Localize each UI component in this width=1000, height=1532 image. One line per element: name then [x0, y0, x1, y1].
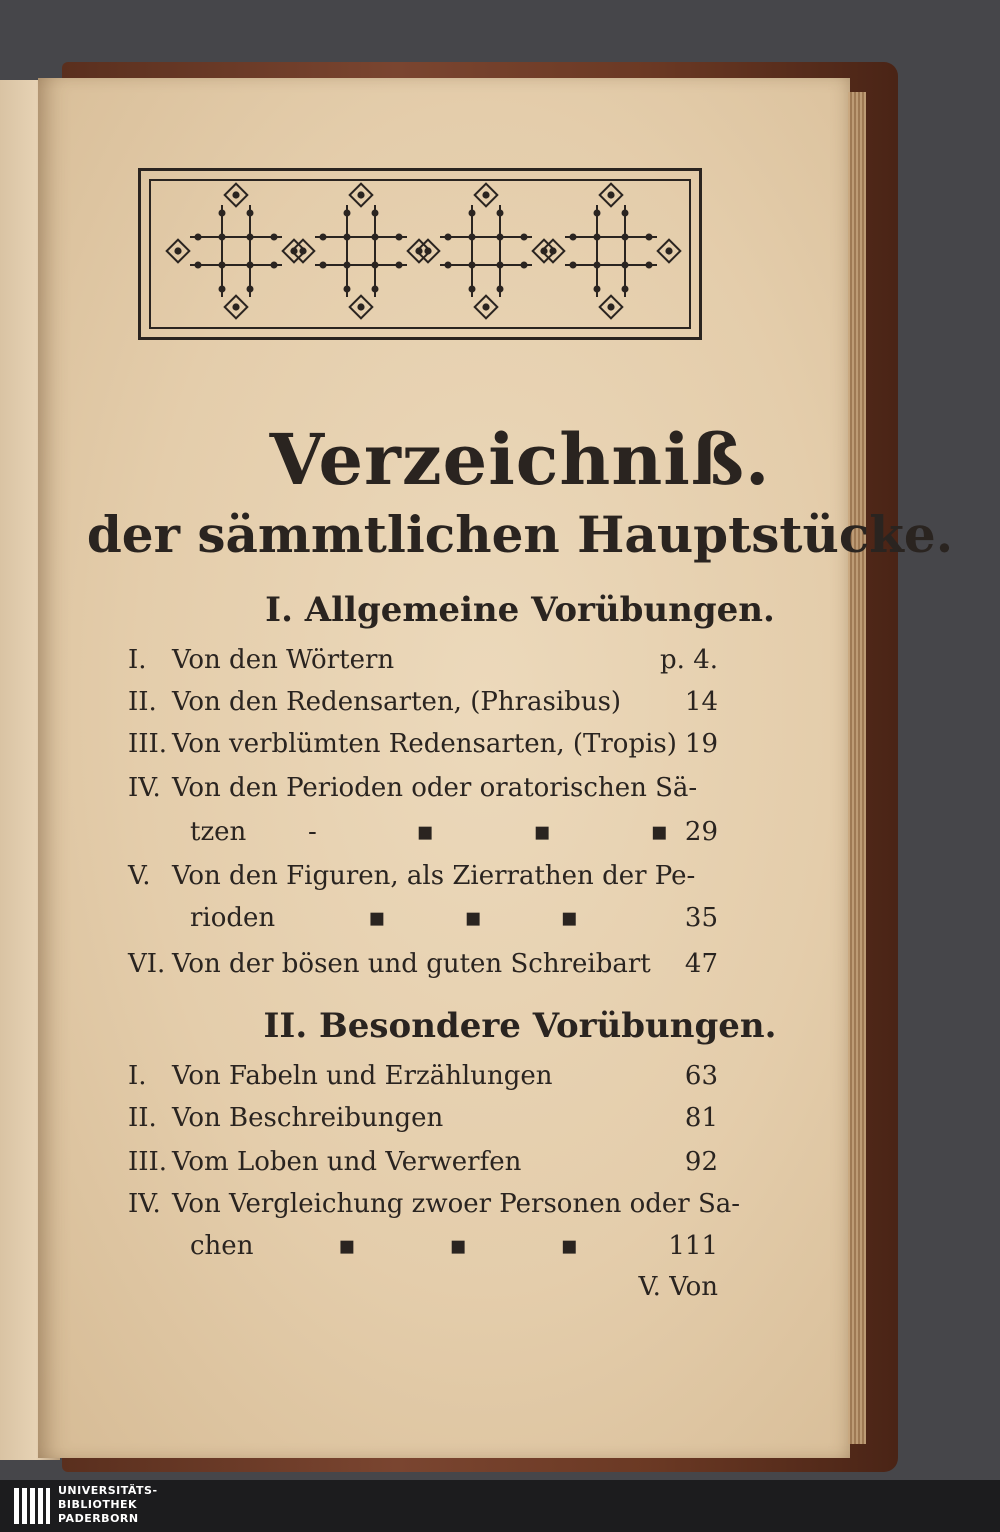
ornament-star — [247, 234, 254, 241]
ornament-star — [344, 262, 351, 269]
toc-entry: III. Von verblümten Redensarten, (Tropis) 19 — [128, 729, 718, 759]
toc-entry: II. Von Beschreibungen 81 — [128, 1103, 718, 1133]
ornament-star — [320, 262, 327, 269]
ornament-star — [219, 286, 226, 293]
ornament-pattern — [141, 171, 699, 337]
ornament-dot — [174, 247, 181, 254]
ornament-star — [195, 262, 202, 269]
toc-entry: III. Vom Loben und Verwerfen 92 — [128, 1147, 718, 1177]
ornament-star — [344, 234, 351, 241]
ornament-star — [247, 210, 254, 217]
ornament-star — [521, 262, 528, 269]
section-heading-1: I. Allgemeine Vorübungen. — [265, 590, 775, 630]
ornament-star — [622, 286, 629, 293]
ornament-star — [521, 234, 528, 241]
toc-entry: IV. Von Vergleichung zwoer Personen oder Sa- — [128, 1189, 741, 1219]
ornament-dot — [232, 191, 239, 198]
library-logo-icon — [12, 1484, 52, 1528]
toc-entry-continued: rioden ▪ ▪ ▪ 35 — [190, 903, 718, 933]
page-title: Verzeichniß. — [269, 418, 771, 501]
ornament-star — [622, 262, 629, 269]
ornament-star — [594, 234, 601, 241]
ornament-dot — [665, 247, 672, 254]
ornament-star — [247, 286, 254, 293]
ornament-star — [372, 210, 379, 217]
ornament-dot — [607, 191, 614, 198]
ornament-star — [646, 262, 653, 269]
ornament-dot — [482, 303, 489, 310]
ornament-dot — [232, 303, 239, 310]
ornament-star — [445, 234, 452, 241]
toc-entry: I. Von den Wörtern p. 4. — [128, 645, 718, 675]
toc-entry-continued: tzen - ▪ ▪ ▪ 29 — [190, 817, 718, 847]
ornament-star — [445, 262, 452, 269]
ornament-star — [497, 234, 504, 241]
catchword: V. Von — [638, 1272, 718, 1302]
toc-entry: V. Von den Figuren, als Zierrathen der Pe- — [128, 861, 696, 891]
toc-entry: IV. Von den Perioden oder oratorischen Sä- — [128, 773, 698, 803]
ornament-dot — [357, 191, 364, 198]
ornament-dot — [482, 191, 489, 198]
ornament-dot — [607, 303, 614, 310]
ornament-star — [372, 286, 379, 293]
ornament-star — [570, 234, 577, 241]
ornament-star — [622, 210, 629, 217]
ornament-dot — [424, 247, 431, 254]
ornament-dot — [549, 247, 556, 254]
ornament-star — [247, 262, 254, 269]
ornament-star — [344, 210, 351, 217]
ornament-star — [594, 262, 601, 269]
ornament-dot — [299, 247, 306, 254]
ornament-star — [594, 210, 601, 217]
page-edges — [848, 92, 866, 1444]
ornament-star — [320, 234, 327, 241]
toc-entry: I. Von Fabeln und Erzählungen 63 — [128, 1061, 718, 1091]
ornament-star — [594, 286, 601, 293]
ornament-star — [344, 286, 351, 293]
ornament-star — [372, 262, 379, 269]
ornament-star — [219, 234, 226, 241]
ornament-star — [271, 262, 278, 269]
section-heading-2: II. Besondere Vorübungen. — [263, 1006, 777, 1046]
ornament-star — [219, 262, 226, 269]
ornament-star — [219, 210, 226, 217]
ornament-star — [497, 286, 504, 293]
ornament-star — [396, 234, 403, 241]
ornament-star — [396, 262, 403, 269]
ornament-star — [469, 210, 476, 217]
ornament-star — [497, 262, 504, 269]
ornament-star — [469, 234, 476, 241]
ornament-star — [622, 234, 629, 241]
ornament-dot — [357, 303, 364, 310]
header-ornament — [138, 168, 702, 340]
ornament-star — [570, 262, 577, 269]
library-logo-text: UNIVERSITÄTS- BIBLIOTHEK PADERBORN — [58, 1484, 158, 1525]
ornament-star — [195, 234, 202, 241]
ornament-star — [497, 210, 504, 217]
toc-entry-continued: chen ▪ ▪ ▪ 111 — [190, 1231, 718, 1261]
ornament-star — [372, 234, 379, 241]
toc-entry: II. Von den Redensarten, (Phrasibus) 14 — [128, 687, 718, 717]
toc-entry: VI. Von der bösen und guten Schreibart 47 — [128, 949, 718, 979]
page-subtitle: der sämmtlichen Hauptstücke. — [86, 505, 954, 564]
ornament-star — [469, 286, 476, 293]
ornament-star — [271, 234, 278, 241]
ornament-star — [646, 234, 653, 241]
ornament-star — [469, 262, 476, 269]
